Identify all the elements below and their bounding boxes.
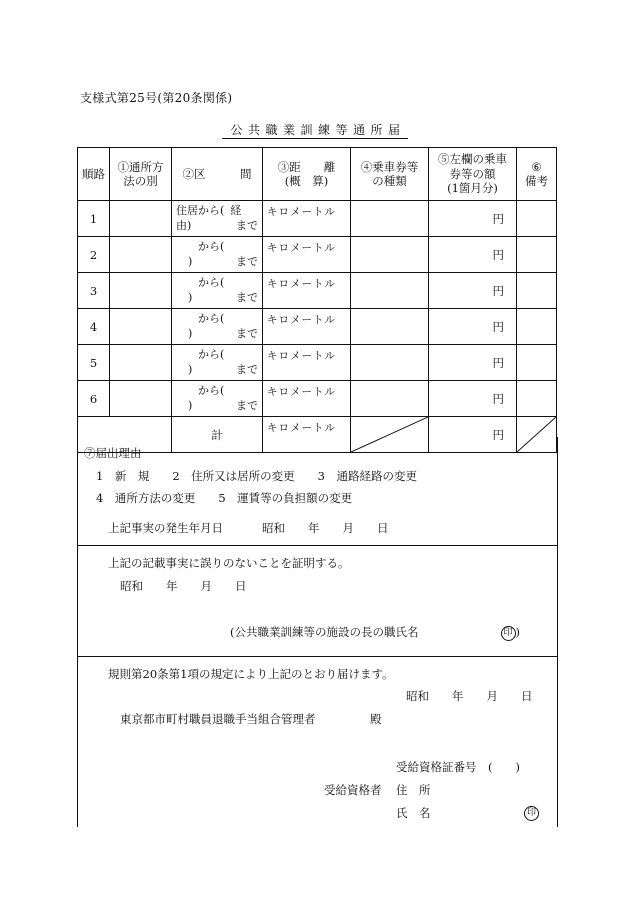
reason-options-line2[interactable]: 4 通所方法の変更 5 運賃等の負担額の変更 xyxy=(96,491,353,505)
applicant-name-field[interactable]: 氏 名 xyxy=(396,806,431,820)
section-via: 経 xyxy=(230,203,242,217)
remarks-cell[interactable] xyxy=(517,273,557,309)
method-cell[interactable] xyxy=(110,201,172,237)
row-no: 6 xyxy=(78,381,110,417)
header-ticket-type-l2: の種類 xyxy=(372,174,407,188)
section-cell[interactable] xyxy=(172,273,263,309)
certificate-number-field[interactable]: 受給資格証番号 ( ) xyxy=(396,760,520,774)
occurrence-date-label: 上記事実の発生年月日 xyxy=(108,521,223,535)
row-no: 3 xyxy=(78,273,110,309)
header-distance xyxy=(263,148,351,201)
section-until: まで xyxy=(236,326,258,340)
method-cell[interactable] xyxy=(110,237,172,273)
applicant-seal xyxy=(524,805,539,821)
method-cell[interactable] xyxy=(110,273,172,309)
form-title-text: 公共職業訓練等通所届 xyxy=(222,123,407,139)
row-no: 4 xyxy=(78,309,110,345)
method-cell[interactable] xyxy=(110,309,172,345)
table-row xyxy=(78,345,557,381)
honorific: 殿 xyxy=(370,712,382,726)
ticket-type-cell[interactable] xyxy=(351,237,429,273)
ticket-type-cell[interactable] xyxy=(351,345,429,381)
section-until: まで xyxy=(236,290,258,304)
ticket-amount-cell[interactable]: 円 xyxy=(429,381,517,417)
section-via-end: ) xyxy=(188,326,193,340)
remarks-cell[interactable] xyxy=(517,381,557,417)
section-via-end: 由) xyxy=(176,218,192,232)
header-ticket-amount xyxy=(429,148,517,201)
table-row xyxy=(78,309,557,345)
ticket-type-cell[interactable] xyxy=(351,273,429,309)
remarks-cell[interactable] xyxy=(517,309,557,345)
section-until: まで xyxy=(236,398,258,412)
facility-head-label: (公共職業訓練等の施設の長の職氏名 xyxy=(230,625,419,639)
ticket-type-cell[interactable] xyxy=(351,309,429,345)
section-via-end: ) xyxy=(188,290,193,304)
submission-date-field[interactable]: 昭和 年 月 日 xyxy=(406,689,533,703)
section-via-end: ) xyxy=(188,398,193,412)
section-from: から( xyxy=(198,383,225,397)
table-row xyxy=(78,273,557,309)
table-row xyxy=(78,237,557,273)
reason-section xyxy=(77,437,558,546)
seal-icon: 印 xyxy=(501,626,516,641)
seal-icon: 印 xyxy=(524,806,539,821)
section-until: まで xyxy=(236,254,258,268)
signer-close-paren: ) xyxy=(515,625,520,639)
ticket-amount-cell[interactable]: 円 xyxy=(429,237,517,273)
ticket-amount-cell[interactable]: 円 xyxy=(429,201,517,237)
section-until: まで xyxy=(236,362,258,376)
ticket-type-cell[interactable] xyxy=(351,381,429,417)
table-header-row xyxy=(78,148,557,201)
distance-cell[interactable]: キロメートル xyxy=(263,237,351,273)
distance-cell[interactable]: キロメートル xyxy=(263,201,351,237)
section-from: から( xyxy=(198,275,225,289)
header-method xyxy=(110,148,172,201)
section-from: から( xyxy=(198,347,225,361)
header-ticket-amount-l1: ⑤左欄の乗車 xyxy=(438,152,507,167)
ticket-amount-cell[interactable]: 円 xyxy=(429,309,517,345)
distance-cell[interactable]: キロメートル xyxy=(263,381,351,417)
row-no: 2 xyxy=(78,237,110,273)
distance-cell[interactable]: キロメートル xyxy=(263,345,351,381)
header-method-l2: 法の別 xyxy=(123,174,158,188)
facility-head-signature[interactable] xyxy=(230,624,520,641)
total-amount-cell[interactable]: 円 xyxy=(429,417,517,453)
header-remarks xyxy=(517,148,557,201)
section-cell[interactable] xyxy=(172,201,263,237)
form-title xyxy=(0,121,630,138)
section-from: から( xyxy=(198,311,225,325)
occurrence-date-field[interactable]: 昭和 年 月 日 xyxy=(262,521,389,535)
section-via-end: ) xyxy=(188,254,193,268)
header-remarks-l2: 備考 xyxy=(525,174,548,188)
method-cell[interactable] xyxy=(110,381,172,417)
header-ticket-amount-l3: (1箇月分) xyxy=(447,181,498,196)
header-method-l1: ①通所方 xyxy=(117,159,164,174)
table-row xyxy=(78,381,557,417)
header-distance-l2: (概 算) xyxy=(284,174,329,188)
certification-section xyxy=(77,546,558,657)
section-until: まで xyxy=(236,218,258,232)
section-from: から( xyxy=(198,239,225,253)
reason-title: ⑦届出理由 xyxy=(84,446,142,460)
header-ticket-amount-l2: 券等の額 xyxy=(449,166,496,181)
remarks-cell[interactable] xyxy=(517,201,557,237)
row-no: 5 xyxy=(78,345,110,381)
total-label: 計 xyxy=(172,417,263,453)
submission-text: 規則第20条第1項の規定により上記のとおり届けます。 xyxy=(108,667,394,681)
route-table xyxy=(77,147,557,453)
header-distance-l1: ③距 離 xyxy=(277,159,336,174)
section-cell[interactable] xyxy=(172,345,263,381)
header-remarks-l1: ⑥ xyxy=(531,159,542,174)
section-cell[interactable] xyxy=(172,309,263,345)
ticket-amount-cell[interactable]: 円 xyxy=(429,273,517,309)
ticket-amount-cell[interactable]: 円 xyxy=(429,345,517,381)
form-number: 支様式第25号(第20条関係) xyxy=(80,91,233,105)
applicant-label: 受給資格者 xyxy=(324,783,382,797)
table-row xyxy=(78,201,557,237)
certification-date-field[interactable]: 昭和 年 月 日 xyxy=(120,579,247,593)
remarks-cell[interactable] xyxy=(517,237,557,273)
remarks-cell[interactable] xyxy=(517,345,557,381)
row-no: 1 xyxy=(78,201,110,237)
section-from: 住居から( xyxy=(176,203,225,217)
section-cell[interactable] xyxy=(172,381,263,417)
method-cell[interactable] xyxy=(110,345,172,381)
addressee: 東京都市町村職員退職手当組合管理者 xyxy=(120,712,316,726)
header-ticket-type xyxy=(351,148,429,201)
section-cell[interactable] xyxy=(172,237,263,273)
submission-section xyxy=(77,657,558,827)
distance-cell[interactable]: キロメートル xyxy=(263,273,351,309)
applicant-address-field[interactable]: 住 所 xyxy=(396,783,431,797)
certification-text: 上記の記載事実に誤りのないことを証明する。 xyxy=(108,556,350,570)
distance-cell[interactable]: キロメートル xyxy=(263,309,351,345)
section-via-end: ) xyxy=(188,362,193,376)
header-no: 順路 xyxy=(78,148,110,201)
header-ticket-type-l1: ④乗車券等 xyxy=(360,159,419,174)
ticket-type-cell[interactable] xyxy=(351,201,429,237)
header-section: ②区 間 xyxy=(172,148,263,201)
reason-options-line1[interactable]: 1 新 規 2 住所又は居所の変更 3 通路経路の変更 xyxy=(96,469,417,483)
total-distance-cell[interactable]: キロメートル xyxy=(263,417,351,453)
